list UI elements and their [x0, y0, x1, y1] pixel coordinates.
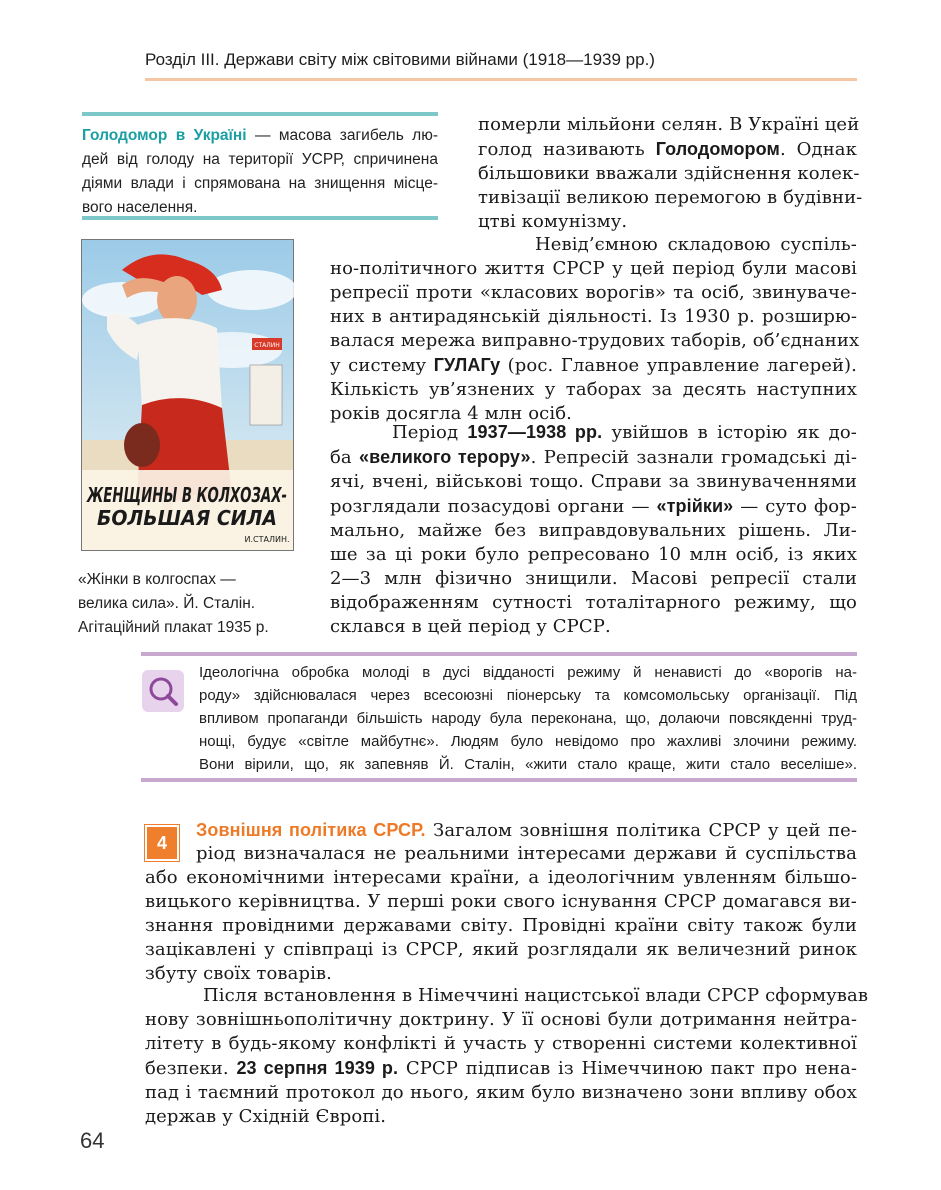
- text-line: зацікавлені у співпраці із СРСР, який розглядали як величезний ринок: [145, 939, 857, 960]
- caption-line: «Жінки в колгоспах —: [78, 571, 236, 588]
- bold-term-gulag: ГУЛАГу: [433, 355, 501, 375]
- text-line: років досягла 4 млн осіб.: [330, 403, 572, 424]
- text-line: пад і таємний протокол до нього, яким було визначено зони впливу обох: [145, 1082, 857, 1103]
- text-line: репресії проти «класових ворогів» та осіб, звинуваче-: [330, 282, 857, 303]
- section-title: Зовнішня політика СРСР.: [196, 820, 426, 840]
- caption-line: Агітаційний плакат 1935 р.: [78, 619, 269, 636]
- text-line: безпеки. 23 серпня 1939 р. СРСР підписав із Німеччиною пакт про нена-: [145, 1058, 857, 1079]
- text-line: Період 1937—1938 рр. увійшов в історію як до-: [392, 422, 857, 443]
- text-line: нову зовнішньополітичну доктрину. У її основі були дотримання нейтра-: [145, 1009, 857, 1030]
- callout-bottom-rule: [141, 778, 857, 782]
- text-line: мально, майже без виправдовувальних рішень. Ли-: [330, 520, 857, 541]
- text-line: Зовнішня політика СРСР. Загалом зовнішня політика СРСР у цей пе-: [196, 820, 858, 841]
- header-rule: [145, 78, 857, 81]
- definition-term: Голодомор в Україні: [82, 127, 247, 144]
- magnifier-icon: [142, 670, 184, 712]
- text-line: літету в будь-якому конфлікті й участь у створенні системи колективної: [145, 1033, 857, 1054]
- text-line: склався в цей період у СРСР.: [330, 616, 611, 637]
- text-line: Невід’ємною складовою суспіль-: [535, 234, 857, 255]
- poster-headline-2: БОЛЬШАЯ СИЛА: [97, 506, 277, 530]
- definition-top-rule: [82, 112, 438, 116]
- text-line: нощі, будує «світле майбутнє». Людям було невідомо про жахливі злочини режиму.: [199, 733, 857, 750]
- text-line: ячі, вчені, військові тощо. Справи за звинуваченнями: [330, 471, 857, 492]
- bold-term-date: 23 серпня 1939 р.: [236, 1058, 399, 1078]
- text-line: Вони вірили, що, як запевняв Й. Сталін, «жити стало краще, жити стало веселіше».: [199, 756, 857, 773]
- text-line: ріод визначалася не реальними інтересами держави й суспільства: [196, 843, 857, 864]
- text-line: відображенням сутності тоталітарного режиму, що: [330, 592, 857, 613]
- bold-term-holodomor: Голодомором: [655, 139, 780, 159]
- text-line: но-політичного життя СРСР у цей період були масові: [330, 258, 857, 279]
- definition-line: Голодомор в Україні — масова загибель лю-: [82, 127, 438, 144]
- section4-paragraph-1: [145, 842, 857, 986]
- section4-paragraph-2: [145, 984, 869, 1129]
- text-line: впливом пропаганди більшість народу була переконана, що, долаючи повсякденні труд-: [199, 710, 857, 727]
- text-line: вицького керівництва. У перші роки свого існування СРСР домагався ви-: [145, 891, 857, 912]
- text-line: Після встановлення в Німеччині нацистської влади СРСР сформував: [203, 985, 869, 1006]
- callout-top-rule: [141, 652, 857, 656]
- text-line: держав у Східній Європі.: [145, 1106, 387, 1127]
- paragraph-holodomor: [478, 113, 863, 234]
- text-line: більшовики вважали здійснення колек-: [478, 163, 860, 184]
- definition-bottom-rule: [82, 216, 438, 220]
- text-line: розглядали позасудові органи — «трійки» — суто фор-: [330, 496, 857, 517]
- text-line: валася мережа виправно-трудових таборів, об’єднаних: [330, 330, 860, 351]
- definition-box: [82, 124, 438, 220]
- caption-line: велика сила». Й. Сталін.: [78, 595, 256, 612]
- poster-signature: И.СТАЛИН.: [244, 535, 290, 544]
- paragraph-great-terror: [330, 420, 857, 639]
- section-number-badge: 4: [145, 825, 179, 861]
- ideology-callout: [199, 661, 857, 776]
- text-line: тивізації великою перемогою в будівни-: [478, 187, 863, 208]
- text-line: збуту своїх товарів.: [145, 963, 332, 984]
- running-header: Розділ ІІІ. Держави світу між світовими війнами (1918—1939 рр.): [145, 50, 655, 69]
- text-line: померли мільйони селян. В Україні цей: [478, 114, 860, 135]
- text-line: або економічними інтересами країни, а ідеологічним увленням більшо-: [145, 867, 857, 888]
- definition-line: дей від голоду на території УСРР, спричинена: [82, 151, 438, 168]
- propaganda-poster-image: [81, 239, 294, 551]
- text-line: голод називають Голодомором. Однак: [478, 139, 857, 160]
- text-line: ба «великого терору». Репресій зазнали громадські ді-: [330, 447, 858, 468]
- section4-first-line: [196, 818, 857, 843]
- text-line: 2—3 млн фізично знищили. Масові репресії стали: [330, 568, 857, 589]
- definition-line: діями влади і спрямована на знищення місце-: [82, 175, 438, 192]
- poster-headline-1: ЖЕНЩИНЫ В КОЛХОЗАХ-: [85, 483, 287, 507]
- poster-caption: [78, 568, 298, 640]
- bold-term-great-terror: «великого терору»: [359, 447, 531, 467]
- text-line: роду» здійснювалася через всесоюзні піонерську та комсомольську організації. Під: [199, 687, 857, 704]
- bold-term-years: 1937—1938 рр.: [467, 422, 603, 442]
- text-line: Кількість ув’язнених у таборах за десять наступних: [330, 379, 857, 400]
- paragraph-repressions: [330, 233, 860, 426]
- poster-illustration: [82, 240, 293, 550]
- bold-term-troikas: «трійки»: [656, 496, 734, 516]
- text-line: цтві комунізму.: [478, 211, 628, 232]
- text-line: Ідеологічна обробка молоді в дусі відданості режиму й ненависті до «ворогів на-: [199, 664, 857, 681]
- page-number: 64: [80, 1128, 105, 1153]
- text-line: знання провідними державами світу. Провідні країни світу також були: [145, 915, 857, 936]
- text-line: них в антирадянській діяльності. Із 1930 р. розширю-: [330, 306, 857, 327]
- text-line: у систему ГУЛАГу (рос. Главное управление лагерей).: [330, 355, 857, 376]
- definition-line: вого населення.: [82, 199, 198, 216]
- text-line: ше за ці роки було репресовано 10 млн осіб, із яких: [330, 544, 857, 565]
- svg-text:СТАЛИН: СТАЛИН: [254, 342, 280, 349]
